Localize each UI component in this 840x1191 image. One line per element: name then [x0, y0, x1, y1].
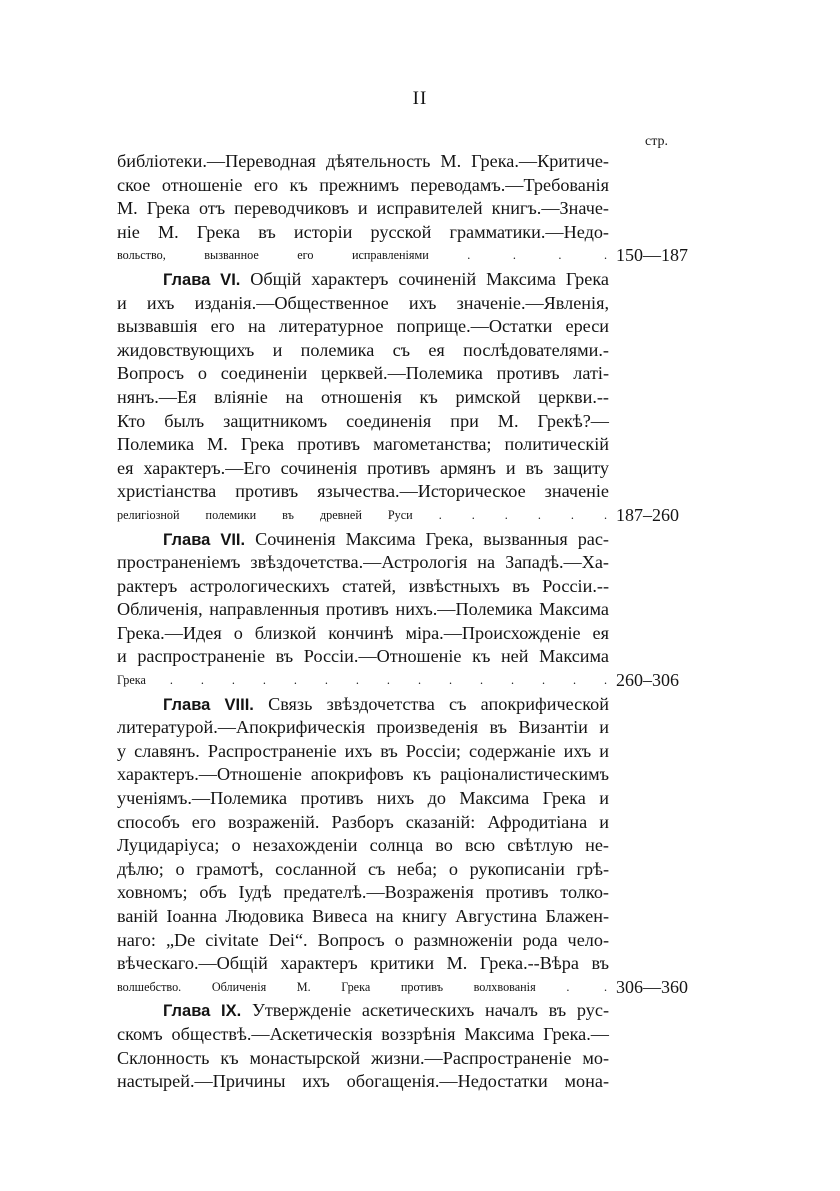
dot-leaders: . . . . . .: [438, 507, 610, 522]
table-of-contents: [117, 150, 688, 1094]
page-column-header: стр.: [645, 134, 669, 149]
chapter-title: Сочиненія Максима Грека, вызванныя рас-: [255, 528, 609, 549]
chapter-heading-line: [117, 268, 609, 292]
text-line: способъ его возраженій. Разборъ сказаній: Афродитіана и: [117, 811, 609, 832]
text-line: Кто былъ защитникомъ соединенія при М. Грекѣ?—: [117, 410, 609, 431]
text-line: и ихъ изданія.—Общественное ихъ значеніе.—Явленія,: [117, 292, 609, 313]
text-line: характеръ.—Отношеніе апокрифовъ къ раціоналистическимъ: [117, 764, 609, 785]
chapter-heading-line: [117, 528, 609, 552]
text-line: пространеніемъ звѣздочетства.—Астрологія на Западѣ.—Ха-: [117, 552, 609, 573]
chapter-label: Глава VII.: [163, 530, 246, 549]
text-line: у славянъ. Распространеніе ихъ въ Россіи; содержаніе ихъ и: [117, 740, 609, 761]
text-line: и распространеніе въ Россіи.—Отношеніе къ ней Максима: [117, 646, 609, 667]
text-line: М. Грека отъ переводчиковъ и исправителей книгъ.—Значе-: [117, 198, 609, 219]
page-range: 150—187: [616, 245, 688, 266]
text-line: скомъ обществѣ.—Аскетическія воззрѣнія Максима Грека.—: [117, 1023, 609, 1044]
text-line: Полемика М. Грека противъ магометанства; политическій: [117, 434, 609, 455]
text-line-last: [117, 504, 679, 528]
chapter-label: Глава IX.: [163, 1002, 242, 1021]
chapter-title: Утвержденіе аскетическихъ началъ въ рус-: [251, 1000, 609, 1021]
text-line: настырей.—Причины ихъ обогащенія.—Недостатки мона-: [117, 1071, 609, 1092]
chapter-title: Связь звѣздочетства съ апокрифической: [268, 693, 609, 714]
text-line: литературой.—Апокрифическія произведенія въ Византіи и: [117, 717, 609, 738]
text-line: библіотеки.—Переводная дѣятельность М. Грека.—Критиче-: [117, 151, 609, 171]
text-line: Обличенія, направленныя противъ нихъ.—Полемика Максима: [117, 599, 609, 620]
text-line-last: [117, 244, 688, 268]
toc-entry-chapter-8: [117, 693, 688, 1000]
page-range: 260–306: [616, 670, 679, 691]
text-line: Склонность къ монастырской жизни.—Распространеніе мо-: [117, 1047, 609, 1068]
toc-entry-chapter-9: [117, 999, 685, 1093]
text-line: ея характеръ.—Его сочиненія противъ армянъ и въ защиту: [117, 457, 609, 478]
dot-leaders: . . . .: [467, 248, 609, 263]
text-line: ученіямъ.—Полемика противъ нихъ до Максима Грека и: [117, 788, 609, 809]
text-line: наго: „De civitate Dei“. Вопросъ о размноженіи рода чело-: [117, 929, 609, 950]
text-line: Грека.—Идея о близкой кончинѣ міра.—Происхожденіе ея: [117, 622, 609, 643]
text-line: ваній Іоанна Людовика Вивеса на книгу Августина Блажен-: [117, 906, 609, 926]
text-line: Вопросъ о соединеніи церквей.—Полемика противъ латі-: [117, 363, 609, 384]
text-segment: волшебство. Обличенія М. Грека противъ волхвованія: [117, 979, 536, 994]
toc-entry-chapter-7: [117, 528, 685, 693]
toc-entry-continuation: [117, 150, 688, 268]
dot-leaders: . . . . . . . . . . . . . . .: [169, 673, 610, 688]
text-line: дѣлю; о грамотѣ, сосланной съ неба; о рукописаніи грѣ-: [117, 858, 609, 879]
page-range: 306—360: [616, 976, 688, 997]
text-line: ніе М. Грека въ исторіи русской грамматики.—Недо-: [117, 221, 609, 242]
chapter-title: Общій характеръ сочиненій Максима Грека: [250, 268, 609, 289]
text-line: нянъ.—Ея вліяніе на отношенія къ римской церкви.--: [117, 386, 609, 407]
text-line-last: [117, 669, 679, 693]
text-line: вѣческаго.—Общій характеръ критики М. Грека.--Вѣра въ: [117, 953, 609, 974]
chapter-label: Глава VI.: [163, 270, 241, 289]
text-line: ское отношеніе его къ прежнимъ переводамъ.—Требованія: [117, 174, 609, 195]
text-line: ховномъ; объ Іудѣ предателѣ.—Возраженія противъ толко-: [117, 882, 609, 903]
toc-entry-chapter-6: [117, 268, 685, 528]
text-line: христіанства противъ язычества.—Историческое значеніе: [117, 481, 609, 502]
text-line: жидовствующихъ и полемика съ ея послѣдователями.-: [117, 339, 609, 360]
text-segment: Грека: [117, 673, 146, 688]
text-line-last: [117, 976, 688, 1000]
text-segment: вольство, вызванное его исправленіями: [117, 248, 429, 263]
chapter-heading-line: [117, 999, 609, 1023]
text-segment: религіозной полемики въ древней Руси: [117, 507, 413, 522]
dot-leaders: . .: [566, 979, 610, 994]
chapter-label: Глава VIII.: [163, 695, 254, 714]
page-range: 187–260: [616, 504, 679, 525]
chapter-heading-line: [117, 693, 609, 717]
text-line: Луцидаріуса; о незахожденіи солнца во всю свѣтлую не-: [117, 835, 609, 856]
text-line: вызвавшія его на литературное поприще.—Остатки ереси: [117, 316, 609, 337]
text-line: рактеръ астрологическихъ статей, извѣстныхъ въ Россіи.--: [117, 575, 609, 596]
page-number: II: [412, 88, 428, 109]
